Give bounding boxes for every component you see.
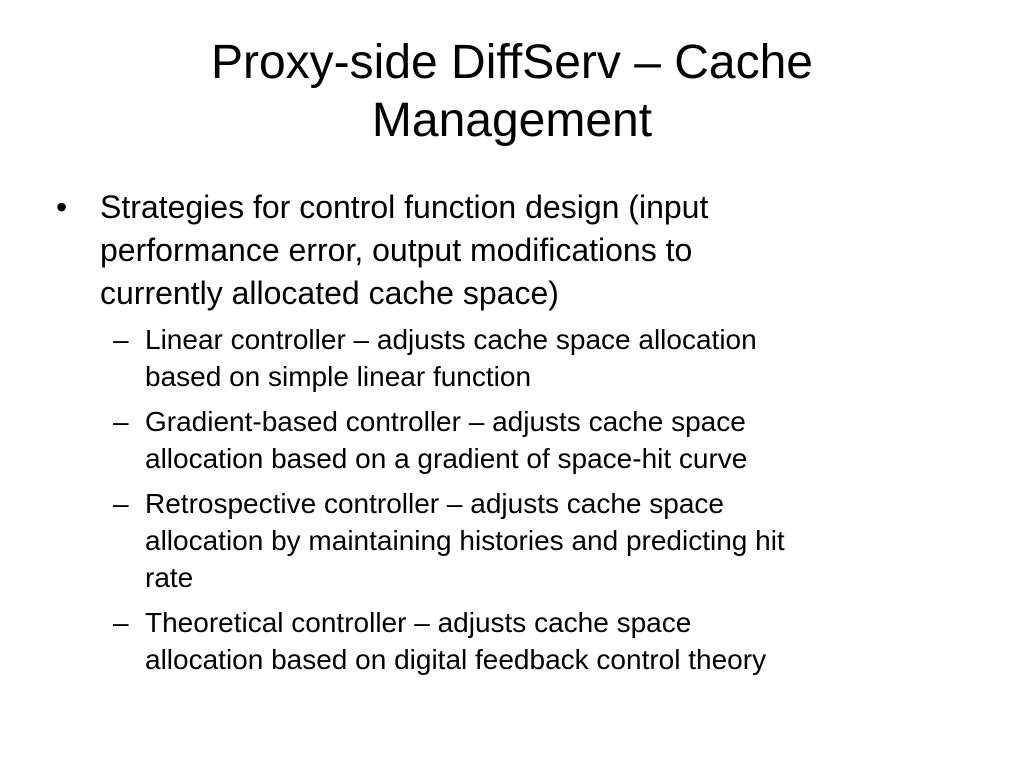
main-bullet — [56, 186, 936, 315]
sub-bullet-marker: – — [113, 406, 129, 437]
sub-bullet-line: Linear controller – adjusts cache space allocation — [145, 324, 757, 355]
bullet-line: currently allocated cache space) — [100, 275, 559, 311]
sub-bullet-text — [145, 604, 993, 678]
sub-bullet-line: based on simple linear function — [145, 361, 532, 392]
sub-bullet-line: Gradient-based controller – adjusts cache space — [145, 406, 746, 437]
sub-bullet-theoretical-controller — [113, 604, 993, 678]
sub-bullet-text — [145, 485, 993, 596]
title-line: Management — [371, 94, 653, 147]
bullet-marker: • — [56, 189, 68, 225]
sub-bullet-text — [145, 321, 993, 395]
sub-bullet-text — [145, 403, 993, 477]
sub-bullet-line: rate — [145, 562, 194, 593]
title-line: Proxy-side DiffServ – Cache — [210, 36, 813, 89]
sub-bullet-line: Theoretical controller – adjusts cache space — [145, 607, 692, 638]
main-bullet-text — [100, 186, 936, 315]
sub-bullet-marker: – — [113, 324, 129, 355]
sub-bullet-linear-controller — [113, 321, 993, 395]
sub-bullet-marker: – — [113, 488, 129, 519]
sub-bullet-line: allocation by maintaining histories and predicting hit — [145, 525, 785, 556]
sub-bullet-line: allocation based on digital feedback control theory — [145, 644, 767, 675]
sub-bullet-retrospective-controller — [113, 485, 993, 596]
bullet-line: performance error, output modifications to — [100, 232, 693, 268]
sub-bullet-gradient-controller — [113, 403, 993, 477]
slide-title — [60, 34, 964, 150]
sub-bullet-line: allocation based on a gradient of space-hit curve — [145, 443, 748, 474]
bullet-line: Strategies for control function design (input — [100, 189, 709, 225]
sub-bullet-line: Retrospective controller – adjusts cache space — [145, 488, 724, 519]
sub-bullet-list — [113, 321, 993, 686]
sub-bullet-marker: – — [113, 607, 129, 638]
